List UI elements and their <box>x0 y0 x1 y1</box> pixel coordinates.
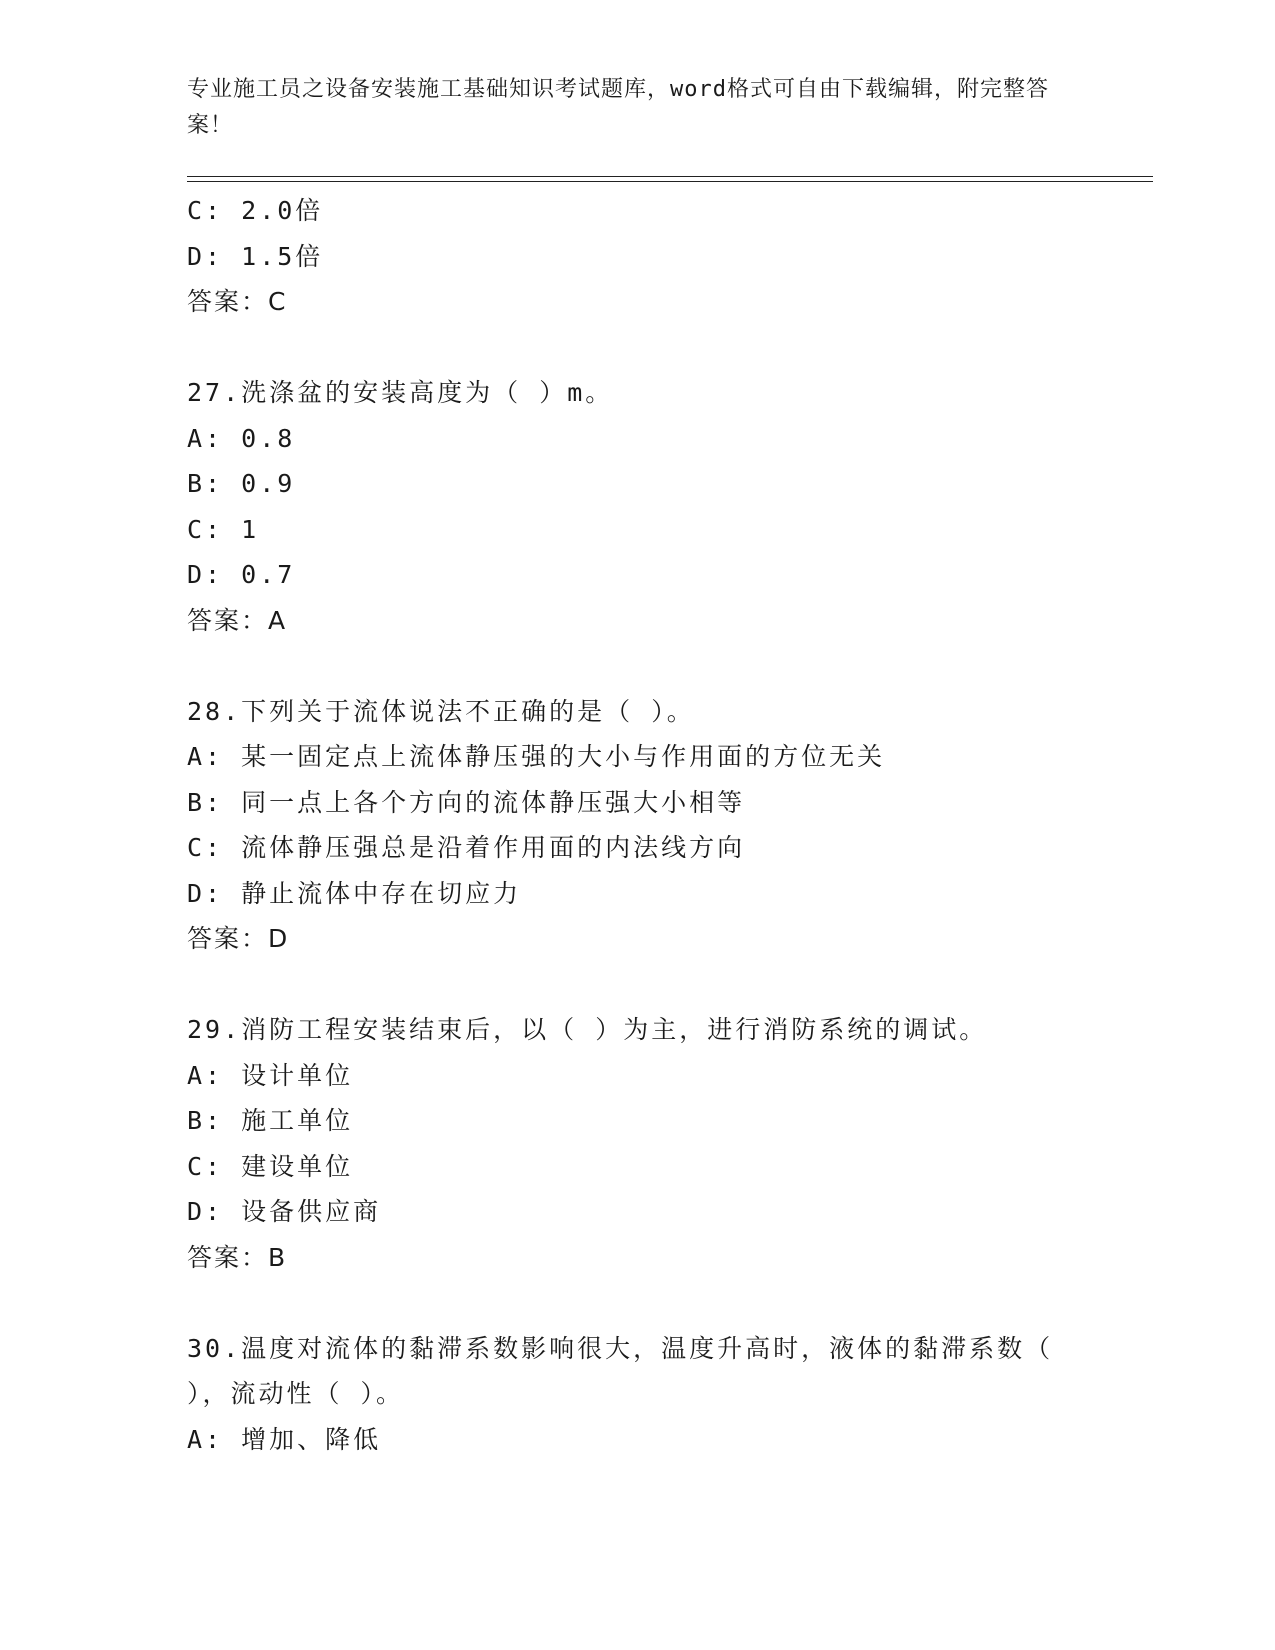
question-stem: 27.洗涤盆的安装高度为（ ）m。 <box>187 378 614 407</box>
option-d: D: 静止流体中存在切应力 <box>187 878 522 908</box>
spacer <box>187 962 1147 1008</box>
option-b: B: 施工单位 <box>187 1106 354 1135</box>
header-divider-bottom <box>187 181 1153 182</box>
question-27 <box>187 370 1147 643</box>
document-header: 专业施工员之设备安装施工基础知识考试题库，word格式可自由下载编辑，附完整答案！ <box>187 77 1049 138</box>
option-d: D: 1.5倍 <box>187 241 324 271</box>
header-divider-top <box>187 176 1153 177</box>
option-c: C: 流体静压强总是沿着作用面的内法线方向 <box>187 833 746 862</box>
option-a: A: 某一固定点上流体静压强的大小与作用面的方位无关 <box>187 742 886 771</box>
question-stem: 28.下列关于流体说法不正确的是（ ）。 <box>187 696 695 726</box>
option-b: B: 0.9 <box>187 469 296 498</box>
spacer <box>187 325 1147 371</box>
answer: 答案：B <box>187 1242 288 1272</box>
spacer <box>187 1280 1147 1326</box>
option-a: A: 0.8 <box>187 423 296 453</box>
option-d: D: 0.7 <box>187 560 296 589</box>
option-a: A: 增加、降低 <box>187 1424 382 1454</box>
spacer <box>187 643 1147 689</box>
answer: 答案：C <box>187 287 288 316</box>
question-stem: 30.温度对流体的黏滞系数影响很大，温度升高时，液体的黏滞系数（ ），流动性（ ）。 <box>187 1333 1054 1408</box>
question-list <box>187 188 1147 1462</box>
answer: 答案：D <box>187 924 290 953</box>
question-28 <box>187 689 1147 962</box>
prev-question-block <box>187 188 1147 325</box>
option-d: D: 设备供应商 <box>187 1197 382 1226</box>
option-c: C: 建设单位 <box>187 1151 354 1181</box>
option-a: A: 设计单位 <box>187 1060 354 1090</box>
answer: 答案：A <box>187 605 288 635</box>
question-30 <box>187 1326 1147 1463</box>
option-b: B: 同一点上各个方向的流体静压强大小相等 <box>187 787 746 817</box>
option-c: C: 2.0倍 <box>187 196 324 225</box>
option-c: C: 1 <box>187 514 260 544</box>
question-stem: 29.消防工程安装结束后，以（ ）为主，进行消防系统的调试。 <box>187 1015 988 1044</box>
question-29 <box>187 1007 1147 1280</box>
